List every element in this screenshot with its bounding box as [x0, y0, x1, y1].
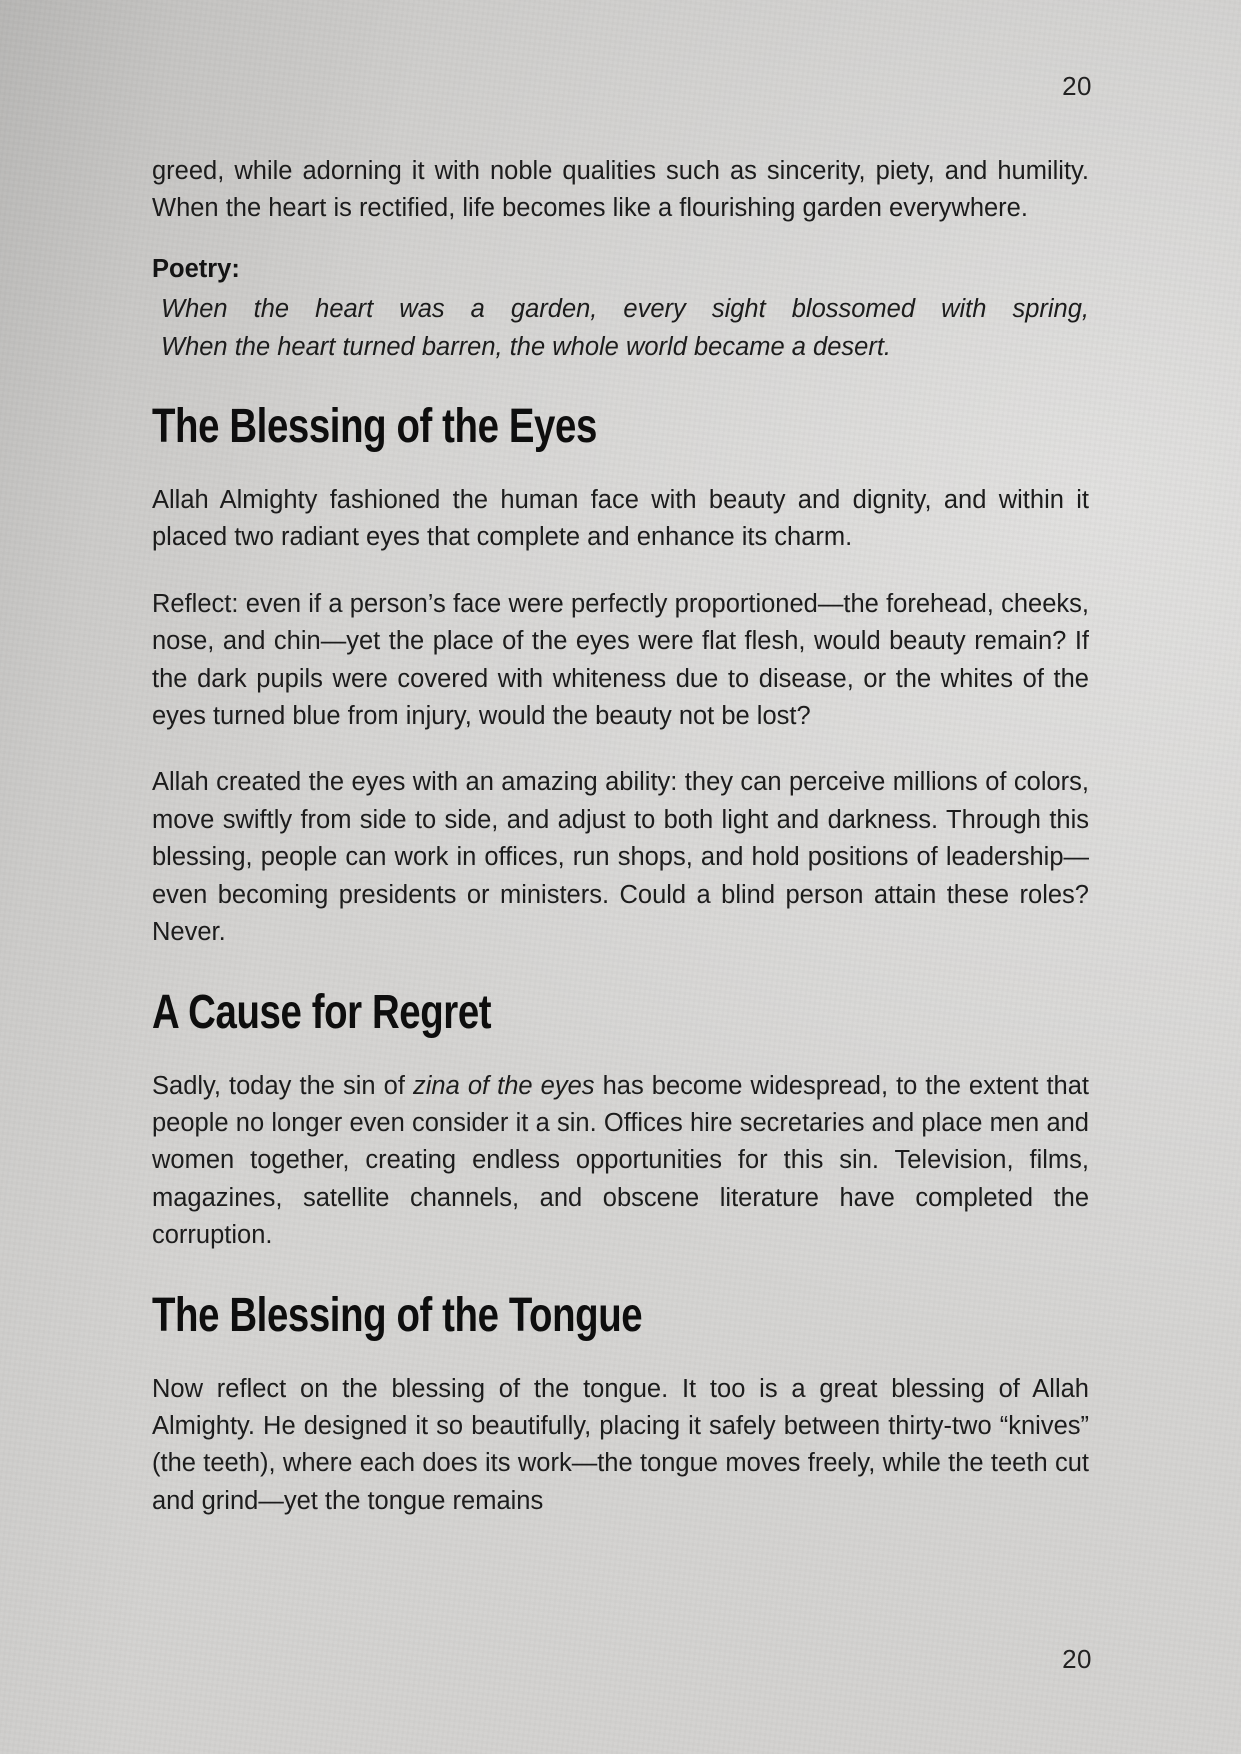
section-blessing-of-the-tongue: [152, 1286, 1089, 1521]
intro-paragraph: greed, while adorning it with noble qualities such as sincerity, piety, and humility. When the heart is rectified, life becomes like a flourishing garden everywhere.: [152, 157, 1089, 223]
italic-phrase-zina-of-the-eyes: zina of the eyes: [412, 1071, 595, 1100]
section-heading-regret: A Cause for Regret: [152, 985, 492, 1039]
page-number-top: 20: [1062, 71, 1092, 101]
paragraph-eyes-2: Reflect: even if a person’s face were perfectly proportioned—the forehead, cheeks, nose, and chin—yet the place of the eyes were flat flesh, would beauty remain? If the dark pupils were covered with whiteness due to disease, or the whites of the eyes turned blue from injury, would the beauty not be lost?: [152, 589, 1089, 731]
paragraph-eyes-1: Allah Almighty fashioned the human face with beauty and dignity, and within it placed two radiant eyes that complete and enhance its charm.: [152, 486, 1089, 552]
page-number-bottom: 20: [1062, 1644, 1092, 1674]
section-heading-eyes: The Blessing of the Eyes: [152, 400, 597, 454]
paragraph-eyes-3: Allah created the eyes with an amazing ability: they can perceive millions of colors, move swiftly from side to side, and adjust to both light and darkness. Through this blessing, people can work in offices, run shops, and hold positions of leadership—even becoming presidents or ministers. Could a blind person attain these roles? Never.: [152, 768, 1089, 947]
section-heading-tongue: The Blessing of the Tongue: [152, 1288, 643, 1342]
poetry-line-1: When the heart was a garden, every sight blossomed with spring,: [161, 295, 1089, 324]
paragraph-tongue-1: Now reflect on the blessing of the tongue. It too is a great blessing of Allah Almighty. He designed it so beautifully, placing it safely between thirty-two “knives” (the teeth), where each does its work—the tongue moves freely, while the teeth cut and grind—yet the tongue remains: [152, 1374, 1089, 1515]
section-a-cause-for-regret: [152, 983, 1089, 1255]
poetry-block: [152, 291, 1089, 366]
poetry-label: Poetry:: [152, 254, 240, 283]
paragraph-regret-text-before: Sadly, today the sin of: [152, 1071, 413, 1100]
poetry-line-2: When the heart turned barren, the whole world became a desert.: [161, 332, 891, 361]
section-blessing-of-the-eyes: [152, 397, 1089, 951]
paragraph-regret-text-after: has become widespread, to the extent that people no longer even consider it a sin. Offices hire secretaries and place men and women together, creating endless opportunities for this sin. Television, films, magazines, satellite channels, and obscene literature have completed the corruption.: [152, 1071, 1089, 1250]
paragraph-regret-1: [152, 1068, 1089, 1255]
